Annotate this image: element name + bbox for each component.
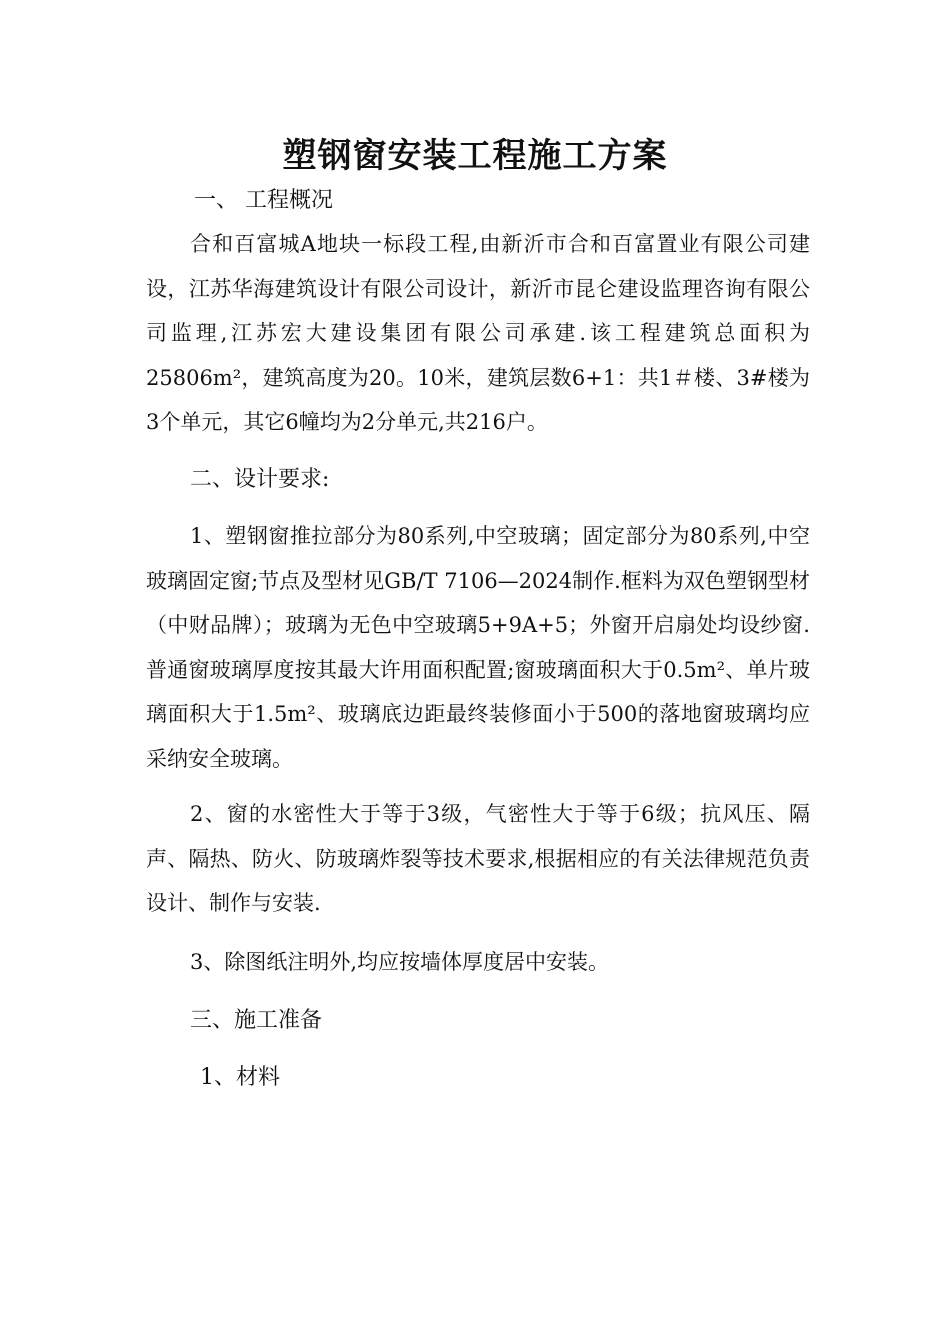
- section-heading-overview: 一、 工程概况: [194, 188, 333, 213]
- design-requirement-item-3: 3、除图纸注明外,均应按墙体厚度居中安装。: [190, 950, 610, 974]
- document-title: 塑钢窗安装工程施工方案: [282, 136, 668, 176]
- overview-paragraph: 合和百富城A地块一标段工程,由新沂市合和百富置业有限公司建设，江苏华海建筑设计有限公司设计，新沂市昆仑建设监理咨询有限公司监理,江苏宏大建设集团有限公司承建.该工程建筑总面积为25806m²，建筑高度为20。10米，建筑层数6+1：共1＃楼、3#楼为3个单元，其它6幢均为2分单元,共216户。: [146, 232, 810, 434]
- design-requirement-item-2: 2、窗的水密性大于等于3级，气密性大于等于6级；抗风压、隔声、隔热、防火、防玻璃炸裂等技术要求,根据相应的有关法律规范负责设计、制作与安装.: [146, 802, 810, 915]
- design-requirement-item-1: 1、塑钢窗推拉部分为80系列,中空玻璃；固定部分为80系列,中空玻璃固定窗;节点及型材见GB/T 7106—2024制作.框料为双色塑钢型材（中财品牌）；玻璃为无色中空玻璃5+9A+5；外窗开启扇处均设纱窗.普通窗玻璃厚度按其最大许用面积配置;窗玻璃面积大于0.5m²、单片玻璃面积大于1.5m²、玻璃底边距最终装修面小于500的落地窗玻璃均应采纳安全玻璃。: [146, 524, 810, 771]
- subheading-materials: 1、材料: [200, 1065, 280, 1090]
- section-heading-construction-preparation: 三、施工准备: [190, 1008, 323, 1033]
- section-heading-design-requirements: 二、设计要求:: [190, 467, 330, 492]
